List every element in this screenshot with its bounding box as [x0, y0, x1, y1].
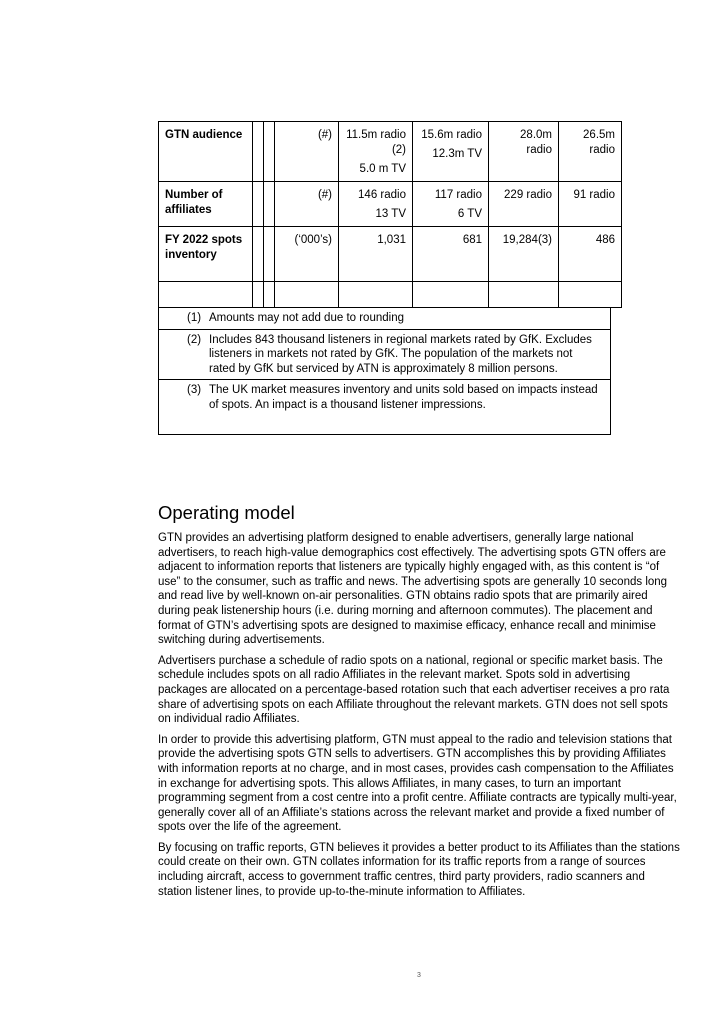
value-cell: [413, 227, 489, 282]
footnote-number: (1): [187, 312, 202, 324]
spacer-cell: [253, 122, 264, 182]
section-body: [158, 531, 680, 905]
value-cell: [413, 182, 489, 227]
footnote-text: The UK market measures inventory and units sold based on impacts instead of spots. An impact is a thousand listener impressions.: [209, 384, 598, 411]
spacer-cell: [264, 182, 275, 227]
empty-cell: [159, 282, 253, 308]
cell-line: 5.0 m TV: [359, 163, 406, 175]
value-cell: [339, 227, 413, 282]
spacer-cell: [253, 227, 264, 282]
cell-line: 146 radio: [358, 189, 406, 201]
section-title: Operating model: [158, 502, 295, 523]
cell-line: 12.3m TV: [432, 148, 482, 160]
footnote: [159, 330, 610, 381]
cell-line: 15.6m radio: [421, 129, 482, 141]
unit-cell: (#): [275, 122, 339, 182]
cell-line: 28.0m radio: [520, 129, 552, 156]
row-label: Number of affiliates: [159, 182, 253, 227]
value-cell: [339, 122, 413, 182]
paragraph: Advertisers purchase a schedule of radio spots on a national, regional or specific market basis. The schedule includes spots on all radio Affiliates in the relevant market. Spots sold in advertising packages are allocated on a percentage-based rotation such that each advertiser receives a pro rata share of advertising spots on each Affiliate throughout the relevant markets. GTN does not sell spots on individual radio Affiliates.: [158, 654, 670, 726]
data-table: [158, 121, 622, 308]
cell-line: 681: [462, 234, 482, 246]
empty-cell: [559, 282, 622, 308]
row-label: GTN audience: [159, 122, 253, 182]
cell-line: 229 radio: [504, 189, 552, 201]
value-cell: [489, 182, 559, 227]
cell-line: 13 TV: [375, 208, 406, 220]
footnote-text: Amounts may not add due to rounding: [209, 312, 404, 324]
spacer-cell: [264, 227, 275, 282]
cell-line: 91 radio: [573, 189, 615, 201]
audience-table: [158, 121, 615, 435]
table-row: [159, 227, 622, 282]
value-cell: [413, 122, 489, 182]
cell-line: 486: [595, 234, 615, 246]
value-cell: [339, 182, 413, 227]
paragraph: By focusing on traffic reports, GTN believes it provides a better product to its Affiliates than the stations could create on their own. GTN collates information for its traffic reports from a range of sources including aircraft, access to government traffic centres, third party providers, radio scanners and station listener lines, to provide up-to-the-minute information to Affiliates.: [158, 841, 680, 898]
cell-line: 19,284(3): [502, 234, 552, 246]
page-number: 3: [417, 972, 421, 979]
spacer-cell: [253, 182, 264, 227]
spacer-cell: [264, 122, 275, 182]
empty-cell: [489, 282, 559, 308]
empty-cell: [253, 282, 264, 308]
value-cell: [559, 227, 622, 282]
unit-cell: (#): [275, 182, 339, 227]
value-cell: [489, 122, 559, 182]
empty-row: [159, 282, 622, 308]
value-cell: [559, 122, 622, 182]
table-notes: [158, 308, 611, 435]
empty-cell: [275, 282, 339, 308]
cell-line: 1,031: [377, 234, 406, 246]
cell-line: 11.5m radio (2): [346, 129, 406, 156]
empty-cell: [413, 282, 489, 308]
table-row: [159, 182, 622, 227]
footnote-number: (3): [187, 384, 202, 396]
footnote: [159, 308, 610, 330]
cell-line: 26.5m radio: [583, 129, 615, 156]
footnote-number: (2): [187, 333, 202, 346]
footnote-text: Includes 843 thousand listeners in regional markets rated by GfK. Excludes listeners in markets not rated by GfK. The population of the markets not rated by GfK but serviced by ATN is approximately 8 million persons.: [209, 333, 592, 375]
paragraph: GTN provides an advertising platform designed to enable advertisers, generally large national advertisers, to reach high-value demographics cost effectively. The advertising spots GTN offers are adjacent to information reports that listeners are typically highly engaged with, as this content is “of use” to the consumer, such as traffic and news. The advertising spots are generally 10 seconds long and read live by well-known on-air personalities. GTN obtains radio spots that are primarily aired during peak listenership hours (i.e. during morning and afternoon commutes). The placement and format of GTN’s advertising spots are designed to maximise efficacy, enhance recall and minimise switching during advertisements.: [158, 532, 668, 647]
cell-line: 117 radio: [434, 189, 482, 201]
footnote: [159, 380, 610, 434]
cell-line: 6 TV: [457, 208, 482, 220]
table-row: [159, 122, 622, 182]
paragraph: In order to provide this advertising platform, GTN must appeal to the radio and television stations that provide the advertising spots GTN sells to advertisers. GTN accomplishes this by providing Affiliates with information reports at no charge, and in most cases, provides cash compensation to the Affiliates in exchange for advertising spots. This allows Affiliates, in many cases, to turn an important programming segment from a cost centre into a profit centre. Affiliate contracts are typically multi-year, generally cover all of an Affiliate’s stations across the relevant market and provide a fixed number of spots over the life of the agreement.: [158, 733, 677, 834]
unit-cell: (‘000’s): [275, 227, 339, 282]
value-cell: [489, 227, 559, 282]
row-label: FY 2022 spots inventory: [159, 227, 253, 282]
empty-cell: [339, 282, 413, 308]
empty-cell: [264, 282, 275, 308]
value-cell: [559, 182, 622, 227]
